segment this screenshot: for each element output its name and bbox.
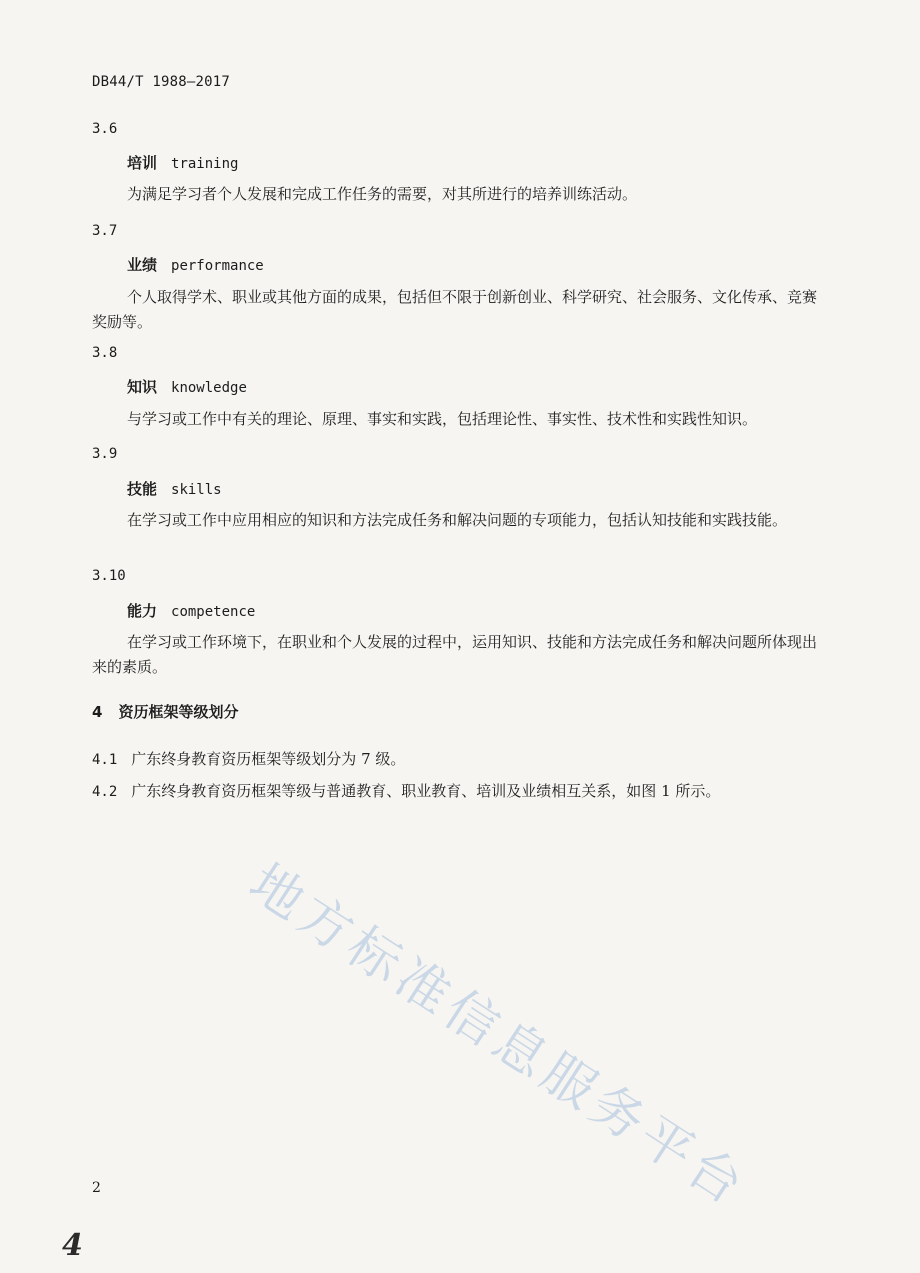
term-chinese: 培训 [127,154,158,172]
term-english: skills [171,482,222,498]
section-title: 资历框架等级划分 [118,703,239,721]
clause-4-2 [92,780,720,801]
term-english: competence [171,604,256,620]
term-chinese: 知识 [127,378,158,396]
term-heading [127,254,264,275]
clause-number: 3.7 [92,223,118,239]
term-definition: 在学习或工作环境下，在职业和个人发展的过程中，运用知识、技能和方法完成任务和解决问题所体现出来的素质。 [92,633,818,676]
clause-number: 4.2 [92,784,118,800]
clause-number: 4.1 [92,752,118,768]
term-definition: 与学习或工作中有关的理论、原理、事实和实践，包括理论性、事实性、技术性和实践性知识。 [127,410,758,428]
clause-text: 广东终身教育资历框架等级划分为 7 级。 [131,750,406,768]
term-definition: 个人取得学术、职业或其他方面的成果，包括但不限于创新创业、科学研究、社会服务、文化传承、竞赛奖励等。 [92,288,818,331]
term-english: knowledge [171,380,247,396]
term-heading [127,478,222,499]
clause-4-1 [92,748,405,769]
term-heading [127,152,238,173]
page-number: 2 [92,1180,101,1196]
term-heading [127,376,247,397]
handwritten-mark: 4 [62,1228,83,1263]
term-chinese: 业绩 [127,256,158,274]
clause-number: 3.6 [92,121,118,137]
document-code-header: DB44/T 1988—2017 [92,74,231,90]
clause-number: 3.9 [92,446,118,462]
clause-number: 3.8 [92,345,118,361]
term-chinese: 能力 [127,602,158,620]
term-english: performance [171,258,264,274]
clause-text: 广东终身教育资历框架等级与普通教育、职业教育、培训及业绩相互关系，如图 1 所示。 [131,782,721,800]
term-english: training [171,156,239,172]
section-number: 4 [92,703,103,721]
term-definition: 为满足学习者个人发展和完成工作任务的需要，对其所进行的培养训练活动。 [127,185,638,203]
term-definition: 在学习或工作中应用相应的知识和方法完成任务和解决问题的专项能力，包括认知技能和实践技能。 [127,511,788,529]
section-heading [92,701,238,722]
clause-number: 3.10 [92,568,126,584]
term-heading [127,600,255,621]
watermark: 地方标准信息服务平台 [238,852,758,1220]
term-chinese: 技能 [127,480,158,498]
